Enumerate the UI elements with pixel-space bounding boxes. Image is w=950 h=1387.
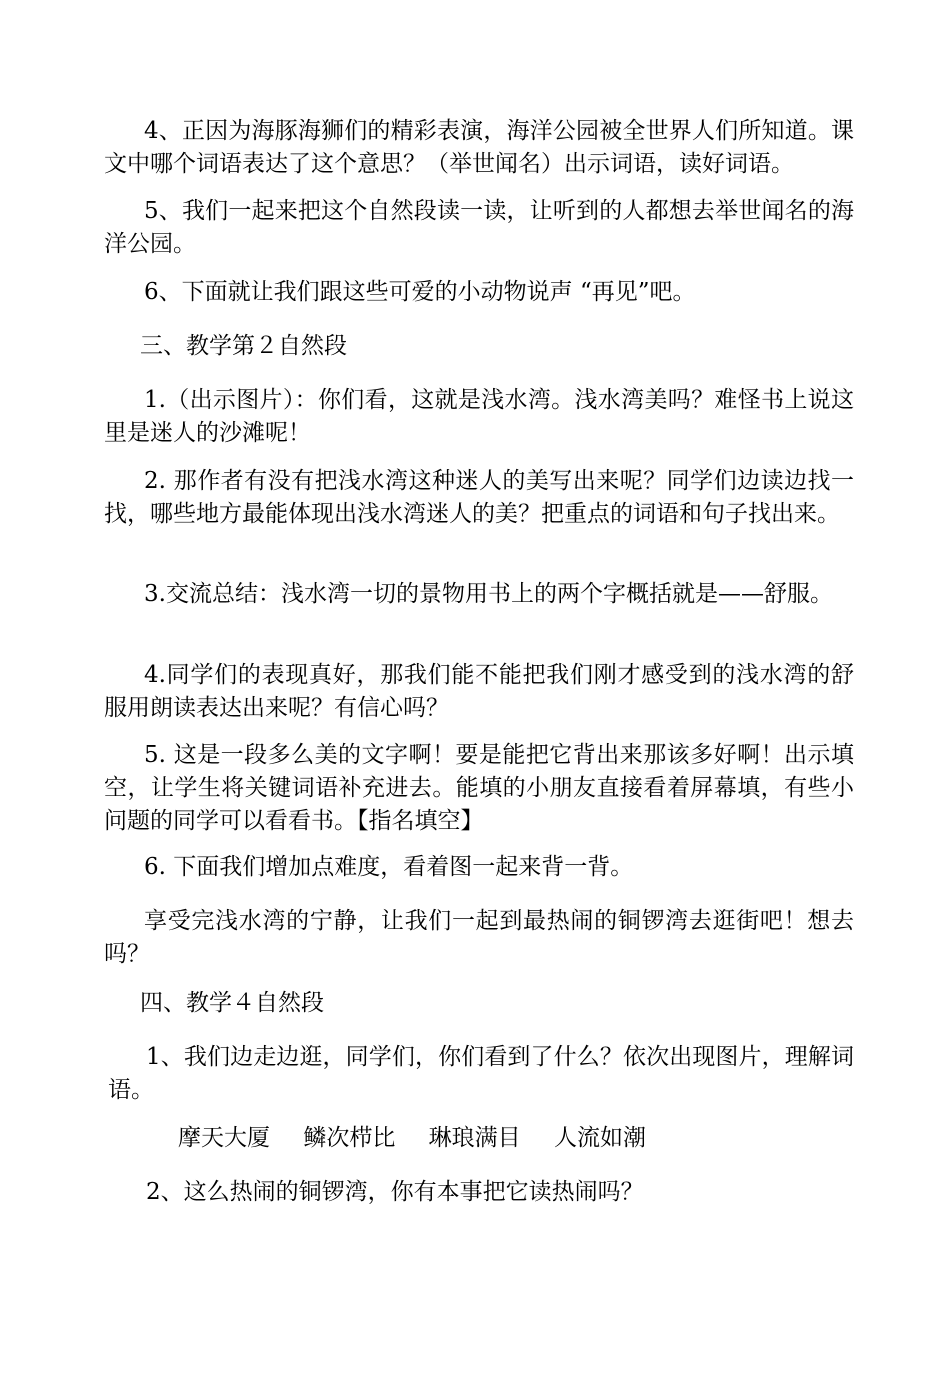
paragraph-5-read-together: 5、我们一起来把这个自然段读一读，让听到的人都想去举世闻名的海洋公园。 <box>104 198 854 257</box>
paragraph-go-shopping: 享受完浅水湾的宁静，让我们一起到最热闹的铜锣湾去逛街吧！想去吗？ <box>104 908 854 967</box>
vocab-word: 摩天大厦 <box>178 1125 270 1151</box>
paragraph-read-aloud: 4.同学们的表现真好，那我们能不能把我们刚才感受到的浅水湾的舒服用朗读表达出来呢？有信心吗？ <box>104 662 854 721</box>
paragraph-recite: 6. 下面我们增加点难度，看着图一起来背一背。 <box>144 854 634 880</box>
paragraph-4-famous-park: 4、正因为海豚海狮们的精彩表演，海洋公园被全世界人们所知道。课文中哪个词语表达了这个意思？（举世闻名）出示词语，读好词语。 <box>104 118 854 177</box>
paragraph-find-beauty: 2. 那作者有没有把浅水湾这种迷人的美写出来呢？同学们边读边找一找，哪些地方最能体现出浅水湾迷人的美？把重点的词语和句子找出来。 <box>104 468 854 527</box>
vocab-word: 鳞次栉比 <box>303 1125 396 1151</box>
paragraph-what-you-see: 1、我们边走边逛，同学们，你们看到了什么？依次出现图片，理解词语。 <box>108 1044 854 1103</box>
vocabulary-list <box>178 1122 672 1155</box>
paragraph-6-say-goodbye: 6、下面就让我们跟这些可爱的小动物说声 “再见”吧。 <box>144 279 696 305</box>
vocab-word: 人流如潮 <box>553 1125 646 1151</box>
paragraph-summary: 3.交流总结：浅水湾一切的景物用书上的两个字概括就是——舒服。 <box>144 581 833 607</box>
section-heading-4: 四、教学４自然段 <box>140 990 324 1016</box>
section-heading-3: 三、教学第２自然段 <box>140 333 347 359</box>
paragraph-fill-blank: 5. 这是一段多么美的文字啊！要是能把它背出来那该多好啊！出示填空，让学生将关键词语补充进去。能填的小朋友直接看着屏幕填，有些小问题的同学可以看看书。【指名填空】 <box>104 742 854 834</box>
paragraph-show-picture: 1.（出示图片）：你们看，这就是浅水湾。浅水湾美吗？难怪书上说这里是迷人的沙滩呢！ <box>104 387 854 446</box>
vocab-word: 琳琅满目 <box>428 1125 521 1151</box>
paragraph-read-lively: 2、这么热闹的铜锣湾，你有本事把它读热闹吗？ <box>146 1179 644 1205</box>
